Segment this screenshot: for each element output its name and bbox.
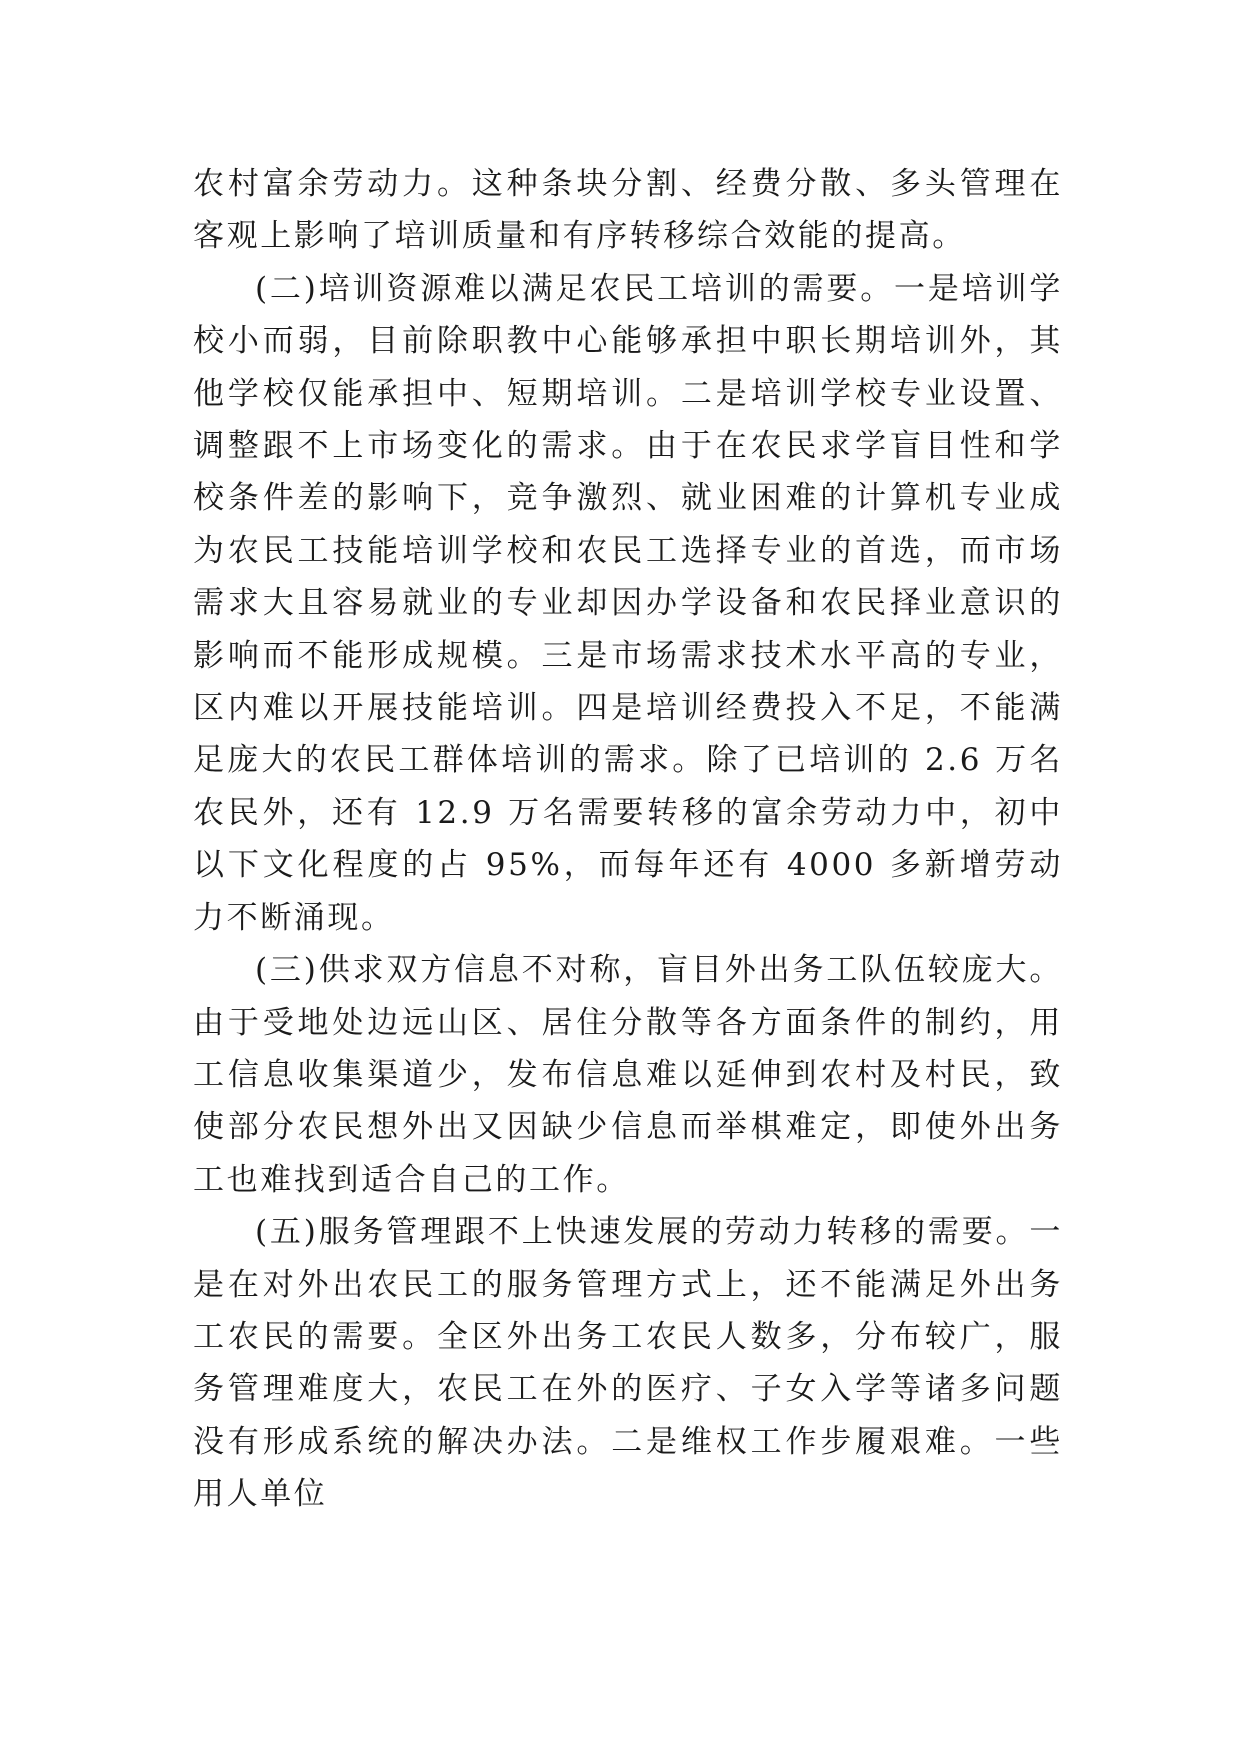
paragraph-service-management: (五)服务管理跟不上快速发展的劳动力转移的需要。一是在对外出农民工的服务管理方式上，还不能满足外出务工农民的需要。全区外出务工农民人数多，分布较广，服务管理难度大，农民工在外的医疗、子女入学等诸多问题没有形成系统的解决办法。二是维权工作步履艰难。一些用人单位 [193,1214,1063,1513]
paragraph-training-resources: (二)培训资源难以满足农民工培训的需要。一是培训学校小而弱，目前除职教中心能够承担中职长期培训外，其他学校仅能承担中、短期培训。二是培训学校专业设置、调整跟不上市场变化的需求。由于在农民求学盲目性和学校条件差的影响下，竞争激烈、就业困难的计算机专业成为农民工技能培训学校和农民工选择专业的首选，而市场需求大且容易就业的专业却因办学设备和农民择业意识的影响而不能形成规模。三是市场需求技术水平高的专业，区内难以开展技能培训。四是培训经费投入不足，不能满足庞大的农民工群体培训的需求。除了已培训的 2.6 万名农民外，还有 12.9 万名需要转移的富余劳动力中，初中以下文化程度的占 95%，而每年还有 4000 多新增劳动力不断涌现。 [193,270,1063,936]
body-text [193,158,1063,1521]
paragraph-information-asymmetry: (三)供求双方信息不对称，盲目外出务工队伍较庞大。由于受地处边远山区、居住分散等各方面条件的制约，用工信息收集渠道少，发布信息难以延伸到农村及村民，致使部分农民想外出又因缺少信息而举棋难定，即使外出务工也难找到适合自己的工作。 [193,952,1063,1198]
paragraph-continuation: 农村富余劳动力。这种条块分割、经费分散、多头管理在客观上影响了培训质量和有序转移综合效能的提高。 [193,166,1063,255]
